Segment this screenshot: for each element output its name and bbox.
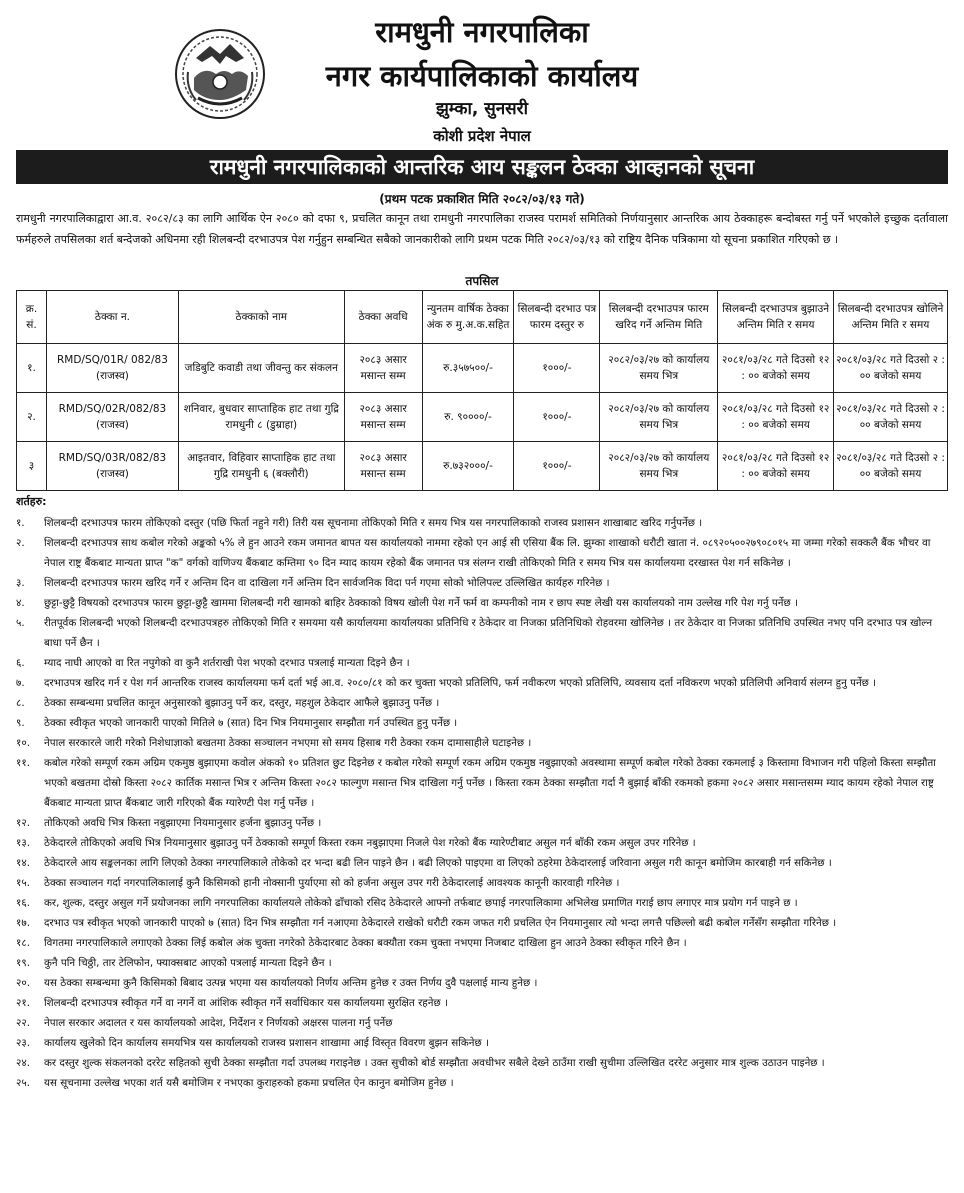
condition-item xyxy=(16,953,948,973)
condition-text: शिलबन्दी दरभाउपत्र फारम खरिद गर्ने र अन्तिम दिन वा दाखिला गर्ने अन्तिम दिन सार्वजनिक विदा पर्न गएमा सोको भोलिपल्ट उल्लिखित कार्यहरु गरिनेछ । xyxy=(44,577,610,589)
table-row xyxy=(17,393,948,442)
condition-item xyxy=(16,893,948,913)
table-cell: शनिवार, बुधवार साप्ताहिक हाट तथा गुद्रि रामधुनी ८ (डुम्राहा) xyxy=(178,393,344,442)
table-cell: रु.३५७५००/- xyxy=(422,344,514,393)
condition-text: यस ठेक्का सम्बन्धमा कुनै किसिमको बिबाद उत्पन्न भएमा यस कार्यालयको निर्णय अन्तिम हुनेछ र उक्त निर्णय दुवै पक्षलाई मान्य हुनेछ । xyxy=(44,977,538,989)
header-cell: सिलबन्दी दरभाउपत्र फारम खरिद गर्ने अन्तिम मिति xyxy=(600,291,718,344)
notice-title: रामधुनी नगरपालिकाको आन्तरिक आय सङ्कलन ठेक्का आव्हानको सूचना xyxy=(16,150,948,184)
condition-text: शिलबन्दी दरभाउपत्र फारम तोकिएको दस्तुर (पछि फिर्ता नहुने गरी) तिरी यस सूचनामा तोकिएको मिति र समय भित्र यस नगरपालिकाको राजस्व प्रशासन शाखाबाट खरिद गर्नुपर्नेछ । xyxy=(44,517,703,529)
condition-item xyxy=(16,1053,948,1073)
condition-text: कार्यालय खुलेको दिन कार्यालय समयभित्र यस कार्यालयको राजस्व प्रशासन शाखामा आई विस्तृत विवरण बुझन सकिनेछ । xyxy=(44,1037,489,1049)
condition-number: २०. xyxy=(16,977,30,989)
table-cell: २०८१/०३/२८ गते दिउसो १२ : ०० बजेको समय xyxy=(718,344,834,393)
table-cell: १०००/- xyxy=(514,393,600,442)
condition-number: १७. xyxy=(16,917,30,929)
condition-text: कबोल गरेको सम्पूर्ण रकम अग्रिम एकमुष्ठ बुझाएमा कवोल अंकको १० प्रतिशत छुट दिइनेछ र कबोल गरेको सम्पूर्ण रकम अग्रिम एकमुष्ठ नबुझाएको अवस्थामा सम्पूर्ण कबोल गरेको ठेक्का रकमलाई ३ किस्तामा विभाजन गरी पहिलो किस्ता सम्झौता भएको बखतमा दोस्रो किस्ता २०८२ कार्तिक मसान्त भित्र र अन्तिम किस्ता २०८२ फाल्गुण मसान्त भित्र दाखिला गर्नु पर्नेछ । किस्ता रकम ठेक्का सम्झौता गर्दा नै बुझाई बाँकी रकमको हकमा २०८२ असार मसान्तसम्म म्याद कायम रहेको नेपाल राष्ट्र बैंकबाट मान्यता प्राप्त बैंकबाट जारी गरिएको बैंक ग्यारेण्टी पेश गर्नु पर्नेछ । xyxy=(44,757,936,809)
condition-text: शिलबन्दी दरभाउपत्र स्वीकृत गर्ने वा नगर्ने वा आंशिक स्वीकृत गर्ने सर्वाधिकार यस कार्यालयमा सुरक्षित रहनेछ । xyxy=(44,997,448,1009)
condition-item xyxy=(16,833,948,853)
header-cell: ठेक्का न. xyxy=(46,291,178,344)
table-cell: १०००/- xyxy=(514,442,600,491)
table-cell: २०८२/०३/२७ को कार्यालय समय भित्र xyxy=(600,442,718,491)
condition-item xyxy=(16,733,948,753)
table-cell: २०८३ असार मसान्त सम्म xyxy=(344,442,422,491)
condition-number: २१. xyxy=(16,997,30,1009)
condition-item xyxy=(16,1073,948,1093)
table-cell: २०८१/०३/२८ गते दिउसो २ : ०० बजेको समय xyxy=(834,344,948,393)
condition-text: छुट्टा-छुट्टै विषयको दरभाउपत्र फारम छुट्टा-छुट्टै खाममा शिलबन्दी गरी खामको बाहिर ठेक्काको विषय खोली पेश गर्ने फर्म वा कम्पनीको नाम र छाप स्पष्ट लेखी यस कार्यालयको नाम उल्लेख गरि पेश गर्नु पर्नेछ । xyxy=(44,597,798,609)
conditions-heading: शर्तहरु: xyxy=(16,495,47,508)
header-cell: ठेक्का अवधि xyxy=(344,291,422,344)
condition-item xyxy=(16,653,948,673)
table-cell: रु.७३२०००/- xyxy=(422,442,514,491)
condition-number: ७. xyxy=(16,677,25,689)
condition-item xyxy=(16,993,948,1013)
condition-item xyxy=(16,713,948,733)
province-name: कोशी प्रदेश नेपाल xyxy=(433,127,531,145)
table-cell: RMD/SQ/02R/082/83 (राजस्व) xyxy=(46,393,178,442)
condition-text: दरभाउ पत्र स्वीकृत भएको जानकारी पाएको ७ (सात) दिन भित्र सम्झौता गर्न नआएमा ठेकेदारले राखेको धरौटी रकम जफत गरी प्रचलित ऐन नियमानुसार त्यो भन्दा लगत्तै पछिल्लो बढी कबोल गर्नेसँग सम्झौता गरिनेछ । xyxy=(44,917,837,929)
condition-item xyxy=(16,853,948,873)
condition-number: १४. xyxy=(16,857,30,869)
condition-item xyxy=(16,573,948,593)
condition-number: १. xyxy=(16,517,25,529)
intro-paragraph: रामधुनी नगरपालिकाद्वारा आ.व. २०८२/८३ का लागि आर्थिक ऐन २०८० को दफा ९, प्रचलित कानून तथा रामधुनी नगरपालिका राजस्व परामर्श समितिको निर्णयानुसार आन्तरिक आय ठेक्काहरू बन्दोबस्त गर्नु पर्ने भएकोले इच्छुक दर्तावाला फर्महरुले तपसिलका शर्त बन्देजको अधिनमा रही शिलबन्दी दरभाउपत्र पेश गर्नुहुन सम्बन्धित सबैको जानकारीको लागि प्रथम पटक मिति २०८२/०३/१३ को राष्ट्रिय दैनिक पत्रिकामा यो सूचना प्रकाशित गरिएको छ । xyxy=(16,212,948,246)
condition-text: कर, शुल्क, दस्तुर असुल गर्ने प्रयोजनका लागि नगरपालिका कार्यालयले तोकेको ढाँचाको रसिद ठेकेदारले आफ्नो तर्फबाट छपाई नगरपालिकामा अभिलेख प्रमाणित गराई छाप लगाएर मात्र प्रयोग गर्न पाइने छ । xyxy=(44,897,798,909)
condition-number: १०. xyxy=(16,737,30,749)
condition-text: ठेक्का सञ्चालन गर्दा नगरपालिकालाई कुनै किसिमको हानी नोक्सानी पुर्याएमा सो को हर्जना असुल उपर गरी ठेकेदारलाई आवश्यक कानूनी कारवाही गरिनेछ । xyxy=(44,877,620,889)
table-row xyxy=(17,442,948,491)
condition-item xyxy=(16,693,948,713)
conditions-list xyxy=(16,513,948,1093)
table-cell: रु. ९००००/- xyxy=(422,393,514,442)
table-cell: २०८२/०३/२७ को कार्यालय समय भित्र xyxy=(600,393,718,442)
tender-table xyxy=(16,290,948,491)
condition-text: ठेकेदारले आय सङ्कलनका लागि लिएको ठेक्का नगरपालिकाले तोकेको दर भन्दा बढी लिन पाइने छैन । बढी लिएको पाइएमा वा लिएको ठहरेमा ठेकेदारलाई जरिवाना असुल गरी कानून बमोजिम कारबाही गर्न सकिनेछ । xyxy=(44,857,832,869)
condition-number: २५. xyxy=(16,1077,30,1089)
condition-number: २४. xyxy=(16,1057,30,1069)
table-cell: ३ xyxy=(17,442,47,491)
table-cell: जडिबुटि कवाडी तथा जीवन्तु कर संकलन xyxy=(178,344,344,393)
table-cell: २०८२/०३/२७ को कार्यालय समय भित्र xyxy=(600,344,718,393)
condition-item xyxy=(16,973,948,993)
condition-number: १६. xyxy=(16,897,30,909)
condition-item xyxy=(16,593,948,613)
condition-number: १२. xyxy=(16,817,30,829)
condition-number: ४. xyxy=(16,597,25,609)
table-cell: २०८१/०३/२८ गते दिउसो २ : ०० बजेको समय xyxy=(834,442,948,491)
table-cell: १०००/- xyxy=(514,344,600,393)
table-cell: २०८३ असार मसान्त सम्म xyxy=(344,393,422,442)
condition-item xyxy=(16,1033,948,1053)
table-cell: २०८१/०३/२८ गते दिउसो १२ : ०० बजेको समय xyxy=(718,442,834,491)
municipality-name: रामधुनी नगरपालिका xyxy=(375,15,589,49)
header-cell: ठेक्काको नाम xyxy=(178,291,344,344)
table-caption: तपसिल xyxy=(465,274,499,288)
header-cell: सिलबन्दी दरभाउपत्र खोलिने अन्तिम मिति र समय xyxy=(834,291,948,344)
condition-text: नेपाल सरकार अदालत र यस कार्यालयको आदेश, निर्देशन र निर्णयको अक्षरस पालना गर्नु पर्नेछ xyxy=(44,1017,393,1029)
table-cell: RMD/SQ/01R/ 082/83 (राजस्व) xyxy=(46,344,178,393)
table-row xyxy=(17,344,948,393)
condition-number: १८. xyxy=(16,937,30,949)
condition-text: कुनै पनि चिठ्ठी, तार टेलिफोन, फ्याक्सबाट आएको पत्रलाई मान्यता दिइने छैन । xyxy=(44,957,332,969)
condition-number: ११. xyxy=(16,757,30,769)
table-cell: २. xyxy=(17,393,47,442)
condition-number: १३. xyxy=(16,837,30,849)
table-cell: २०८१/०३/२८ गते दिउसो १२ : ०० बजेको समय xyxy=(718,393,834,442)
condition-item xyxy=(16,513,948,533)
condition-item xyxy=(16,753,948,813)
condition-number: ६. xyxy=(16,657,25,669)
table-cell: आइतवार, विहिवार साप्ताहिक हाट तथा गुद्रि रामधुनी ६ (बक्लौरी) xyxy=(178,442,344,491)
table-cell: १. xyxy=(17,344,47,393)
condition-item xyxy=(16,1013,948,1033)
office-location: झुम्का, सुनसरी xyxy=(435,99,529,119)
condition-item xyxy=(16,613,948,653)
header-cell: न्युनतम वार्षिक ठेक्का अंक रु मु.अ.क.सहित xyxy=(422,291,514,344)
condition-number: २२. xyxy=(16,1017,30,1029)
condition-item xyxy=(16,873,948,893)
condition-number: २३. xyxy=(16,1037,30,1049)
condition-number: ५. xyxy=(16,617,25,629)
condition-text: ठेक्का सम्बन्धमा प्रचलित कानून अनुसारको बुझाउनु पर्ने कर, दस्तुर, महशुल ठेकेदार आफैले बुझाउनु पर्नेछ । xyxy=(44,697,440,709)
header-cell: सिलबन्दी दरभाउ पत्र फारम दस्तुर रु xyxy=(514,291,600,344)
header-cell: क्र. सं. xyxy=(17,291,47,344)
condition-item xyxy=(16,673,948,693)
condition-text: ठेक्का स्वीकृत भएको जानकारी पाएको मितिले ७ (सात) दिन भित्र नियमानुसार सम्झौता गर्न उपस्थित हुनु पर्नेछ । xyxy=(44,717,458,729)
condition-item xyxy=(16,533,948,573)
office-name: नगर कार्यपालिकाको कार्यालय xyxy=(325,59,639,93)
publication-date: (प्रथम पटक प्रकाशित मिति २०८२/०३/१३ गते) xyxy=(379,192,585,206)
condition-text: म्याद नाघी आएको वा रित नपुगेको वा कुनै शर्तराखी पेश भएको दरभाउ पत्रलाई मान्यता दिइने छैन । xyxy=(44,657,410,669)
condition-text: नेपाल सरकारले जारी गरेको निशेधाज्ञाको बखतमा ठेक्का सञ्चालन नभएमा सो समय हिसाब गरी ठेक्का रकम दामासाहीले घटाइनेछ । xyxy=(44,737,532,749)
condition-item xyxy=(16,913,948,933)
table-cell: २०८१/०३/२८ गते दिउसो २ : ०० बजेको समय xyxy=(834,393,948,442)
condition-number: १५. xyxy=(16,877,30,889)
condition-text: कर दस्तुर शुल्क संकलनको दररेट सहितको सुची ठेक्का सम्झौता गर्दा उपलब्ध गराइनेछ । उक्त सुचीको बोर्ड सम्झौता अवधीभर सबैले देख्ने ठाउँमा राखी सुचीमा उल्लिखित दररेट अनुसार मात्र शुल्क उठाउन पाइनेछ । xyxy=(44,1057,825,1069)
condition-number: ३. xyxy=(16,577,25,589)
condition-number: ९. xyxy=(16,717,25,729)
condition-text: दरभाउपत्र खरिद गर्न र पेश गर्न आन्तरिक राजस्व कार्यालयमा फर्म दर्ता भई आ.व. २०८०/८१ को कर चुक्ता भएको प्रतिलिपि, फर्म नवीकरण भएको प्रतिलिपि, व्यवसाय दर्ता नविकरण भएको प्रतिलिपी अनिवार्य संलग्न हुनु पर्नेछ । xyxy=(44,677,877,689)
condition-item xyxy=(16,933,948,953)
table-cell: २०८३ असार मसान्त सम्म xyxy=(344,344,422,393)
header-cell: सिलबन्दी दरभाउपत्र बुझाउने अन्तिम मिति र समय xyxy=(718,291,834,344)
table-cell: RMD/SQ/03R/082/83 (राजस्व) xyxy=(46,442,178,491)
condition-text: तोकिएको अवधि भित्र किस्ता नबुझाएमा नियमानुसार हर्जना बुझाउनु पर्नेछ । xyxy=(44,817,322,829)
condition-number: २. xyxy=(16,537,25,549)
condition-text: यस सूचनामा उल्लेख भएका शर्त यसै बमोजिम र नभएका कुराहरुको हकमा प्रचलित ऐन कानुन बमोजिम हुनेछ । xyxy=(44,1077,454,1089)
condition-text: विगतमा नगरपालिकाले लगाएको ठेक्का लिई कबोल अंक चुक्ता नगरेको ठेकेदारबाट ठेक्का बक्यौता रकम चुक्ता नभएमा निजबाट दाखिला हुन आउने ठेक्का स्वीकृत गरिने छैन । xyxy=(44,937,687,949)
condition-text: शिलबन्दी दरभाउपत्र साथ कबोल गरेको अङ्कको ५% ले हुन आउने रकम जमानत बापत यस कार्यालयको नाममा रहेको एन आई सी एसिया बैंक लि. झुम्का शाखाको धरौटी खाता नं. ०८९२०५००२७९०८०१५ मा जम्मा गरेको सक्कलै बैंक भौचर वा नेपाल राष्ट्र बैंकबाट मान्यता प्राप्त "क" वर्गको वाणिज्य बैंकबाट कम्तिमा ९० दिन म्याद कायम रहेको बैंक जमानत पत्र संलग्न राखी तोकिएको मिति र समय भित्र यस कार्यालयमा दरखास्त पेश गर्न सकिनेछ । xyxy=(44,537,931,569)
condition-text: रीतपूर्वक शिलबन्दी भएको शिलबन्दी दरभाउपत्रहरु तोकिएको मिति र समयमा यसै कार्यालयमा कार्यालयका प्रतिनिधि र ठेकेदार वा निजका प्रतिनिधिको रोहवरमा खोलिनेछ । तर ठेकेदार वा निजका प्रतिनिधि उपस्थित नभए पनि दरभाउ पत्र खोल्न बाधा पर्ने छैन । xyxy=(44,617,933,649)
condition-number: ८. xyxy=(16,697,25,709)
condition-number: १९. xyxy=(16,957,30,969)
table-header-row xyxy=(17,291,948,344)
condition-item xyxy=(16,813,948,833)
condition-text: ठेकेदारले तोकिएको अवधि भित्र नियमानुसार बुझाउनु पर्ने ठेक्काको सम्पूर्ण किस्ता रकम नबुझाएमा निजले पेश गरेको बैंक ग्यारेण्टीबाट असुल गर्न बाँकी रकम असुल उपर गरिनेछ । xyxy=(44,837,696,849)
